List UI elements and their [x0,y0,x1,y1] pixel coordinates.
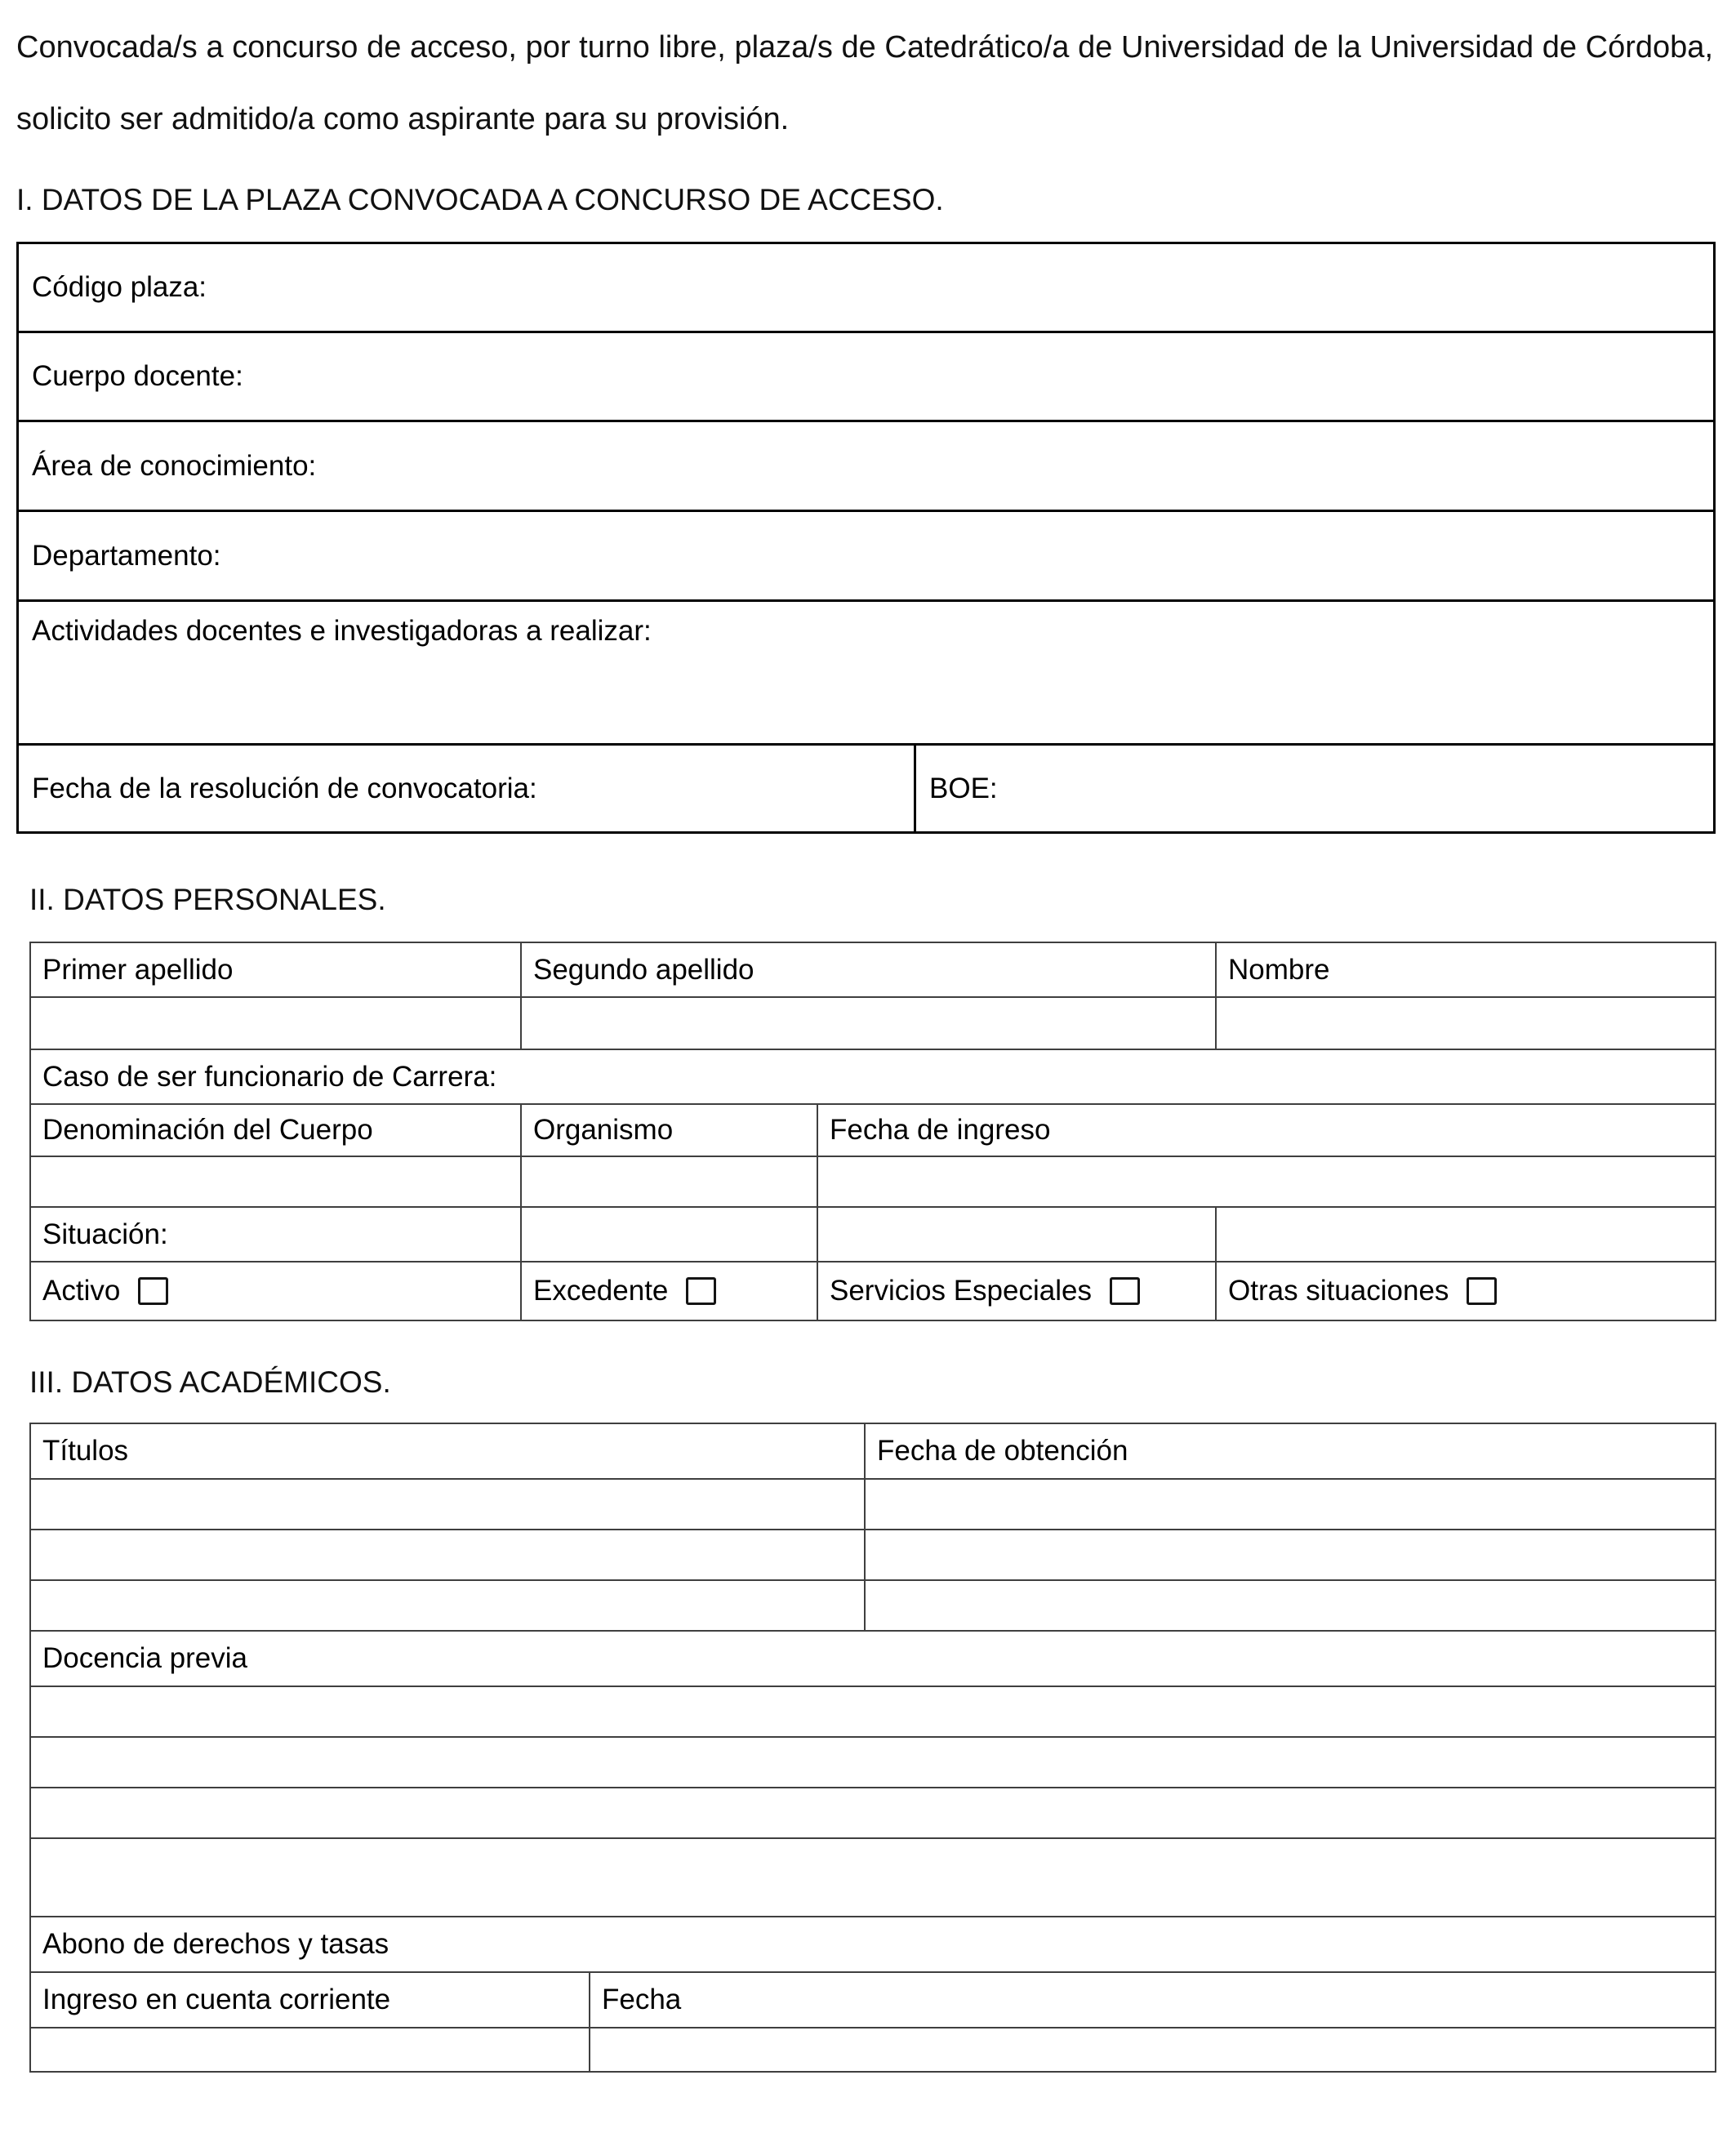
primer-apellido-input-cell [30,997,521,1049]
area-conocimiento-field: Área de conocimiento: [18,421,1715,511]
titulos-header: Títulos [30,1423,865,1479]
plaza-table [16,242,1716,834]
segundo-apellido-input-cell [521,997,1216,1049]
otras-situaciones-checkbox[interactable] [1467,1277,1497,1305]
fecha-obtencion-input-cell [865,1530,1716,1580]
denominacion-cuerpo-input-cell [30,1156,521,1207]
section-2-heading: II. DATOS PERSONALES. [29,883,386,917]
ingreso-cuenta-header: Ingreso en cuenta corriente [30,1972,590,2028]
denominacion-cuerpo-header: Denominación del Cuerpo [30,1104,521,1156]
nombre-header: Nombre [1216,942,1716,997]
datos-academicos-table [29,1423,1716,2073]
activo-label: Activo [42,1275,121,1307]
departamento-field: Departamento: [18,511,1715,601]
abono-derechos-label: Abono de derechos y tasas [30,1917,1716,1972]
fecha-obtencion-input-cell [865,1479,1716,1530]
otras-situaciones-cell [1216,1262,1716,1320]
funcionario-carrera-label: Caso de ser funcionario de Carrera: [30,1049,1716,1104]
excedente-checkbox[interactable] [686,1277,716,1305]
docencia-previa-input-cell [30,1737,1716,1788]
excedente-label: Excedente [533,1275,669,1307]
activo-checkbox[interactable] [138,1277,168,1305]
fecha-ingreso-input-cell [817,1156,1716,1207]
situacion-label: Situación: [30,1207,521,1262]
section-3-heading: III. DATOS ACADÉMICOS. [29,1365,391,1400]
servicios-especiales-cell [817,1262,1216,1320]
docencia-previa-input-cell [30,1788,1716,1838]
boe-field: BOE: [915,745,1715,833]
fecha-header: Fecha [590,1972,1716,2028]
situacion-empty-cell-1 [521,1207,817,1262]
servicios-especiales-checkbox[interactable] [1110,1277,1140,1305]
situacion-empty-cell-2 [817,1207,1216,1262]
datos-personales-table [29,942,1716,1321]
activo-cell [30,1262,521,1320]
section-1-heading: I. DATOS DE LA PLAZA CONVOCADA A CONCURSO DE ACCESO. [16,183,944,217]
fecha-obtencion-header: Fecha de obtención [865,1423,1716,1479]
docencia-previa-input-cell [30,1838,1716,1917]
organismo-input-cell [521,1156,817,1207]
servicios-especiales-label: Servicios Especiales [830,1275,1092,1307]
docencia-previa-input-cell [30,1686,1716,1737]
primer-apellido-header: Primer apellido [30,942,521,997]
titulo-input-cell [30,1530,865,1580]
fecha-input-cell [590,2028,1716,2072]
fecha-resolucion-field: Fecha de la resolución de convocatoria: [18,745,915,833]
segundo-apellido-header: Segundo apellido [521,942,1216,997]
intro-paragraph: Convocada/s a concurso de acceso, por turno libre, plaza/s de Catedrático/a de Universidad de la Universidad de Córdoba, solicito ser admitido/a como aspirante para su provisión. [16,30,1713,137]
titulo-input-cell [30,1479,865,1530]
fecha-ingreso-header: Fecha de ingreso [817,1104,1716,1156]
otras-situaciones-label: Otras situaciones [1228,1275,1449,1307]
cuerpo-docente-field: Cuerpo docente: [18,332,1715,421]
codigo-plaza-field: Código plaza: [18,243,1715,332]
nombre-input-cell [1216,997,1716,1049]
fecha-obtencion-input-cell [865,1580,1716,1631]
excedente-cell [521,1262,817,1320]
organismo-header: Organismo [521,1104,817,1156]
situacion-empty-cell-3 [1216,1207,1716,1262]
docencia-previa-label: Docencia previa [30,1631,1716,1686]
titulo-input-cell [30,1580,865,1631]
actividades-field: Actividades docentes e investigadoras a realizar: [18,601,1715,745]
ingreso-cuenta-input-cell [30,2028,590,2072]
